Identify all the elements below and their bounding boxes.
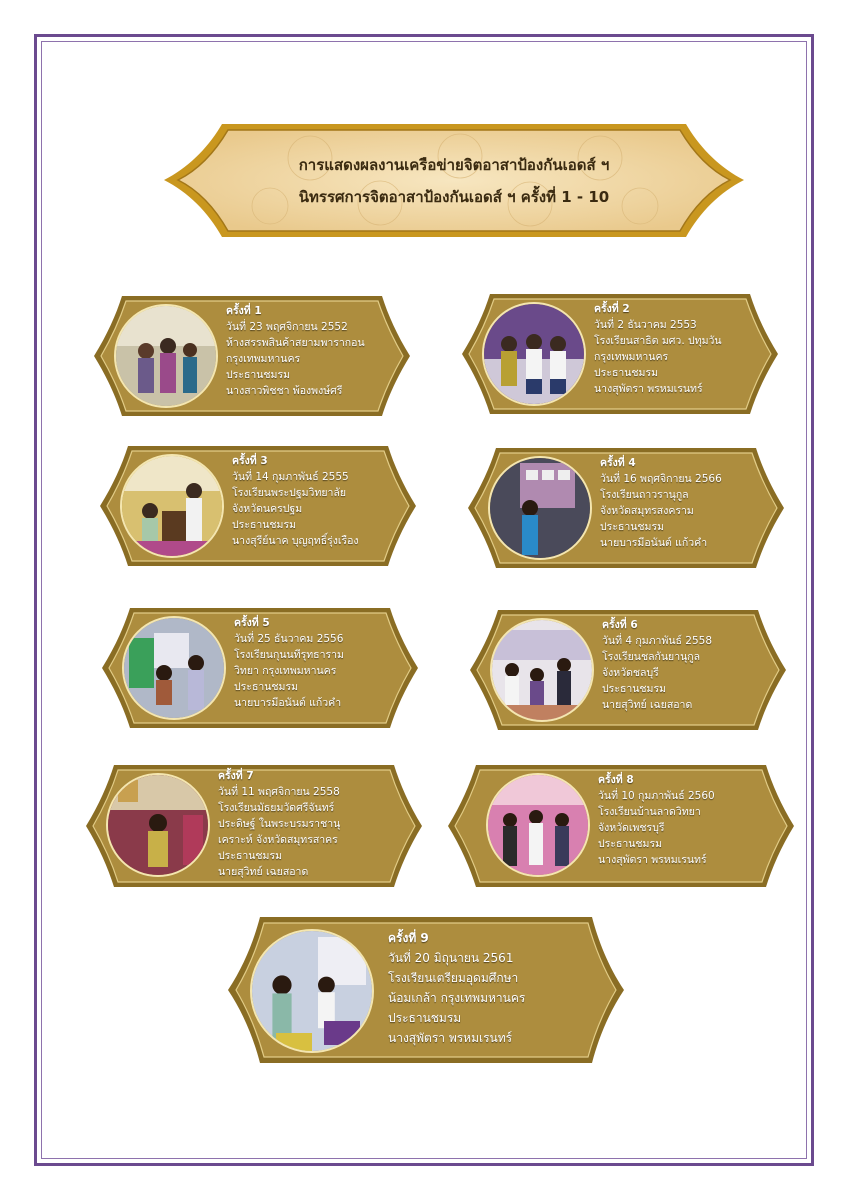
event-venue-line: โรงเรียนสาธิต มศว. ปทุมวัน <box>594 335 722 347</box>
event-card-3 <box>98 443 418 569</box>
event-date: วันที่ 23 พฤศจิกายน 2552 <box>226 321 348 333</box>
event-date: วันที่ 25 ธันวาคม 2556 <box>234 633 344 645</box>
title-banner <box>160 118 748 243</box>
event-venue-line: โรงเรียนพระปฐมวิทยาลัย <box>232 487 346 499</box>
event-photo-9 <box>250 929 374 1053</box>
event-title: ครั้งที่ 4 <box>600 457 636 469</box>
event-photo-7 <box>106 773 210 877</box>
event-photo-3 <box>120 454 224 558</box>
event-person: นางสุพัตรา พรหมเรนทร์ <box>594 383 703 395</box>
event-info-9 <box>388 928 618 1048</box>
event-card-4 <box>466 445 786 571</box>
event-info-1 <box>226 303 404 399</box>
event-venue-line: จังหวัดเพชรบุรี <box>598 822 665 834</box>
event-title: ครั้งที่ 2 <box>594 303 630 315</box>
event-info-4 <box>600 455 778 551</box>
event-photo-8 <box>486 773 590 877</box>
event-person: นายสุวิทย์ เฉยสอาด <box>218 866 309 878</box>
event-venue-line: โรงเรียนถาวรานุกูล <box>600 489 689 501</box>
event-venue-line: โรงเรียนกุนนทีรุทธาราม <box>234 649 344 661</box>
event-date: วันที่ 4 กุมภาพันธ์ 2558 <box>602 635 713 647</box>
event-card-7 <box>84 762 404 890</box>
event-venue-line: วิทยา กรุงเทพมหานคร <box>234 665 337 677</box>
event-title: ครั้งที่ 8 <box>598 774 634 786</box>
event-venue-line: ห้างสรรพสินค้าสยามพารากอน <box>226 337 365 349</box>
event-card-5 <box>100 605 420 731</box>
event-date: วันที่ 2 ธันวาคม 2553 <box>594 319 697 331</box>
event-info-7 <box>218 768 396 880</box>
event-role: ประธานชมรม <box>598 838 663 850</box>
event-info-2 <box>594 301 772 397</box>
event-venue-line: น้อมเกล้า กรุงเทพมหานคร <box>388 991 526 1005</box>
event-info-6 <box>602 617 780 713</box>
event-person: นางสุรีย์นาค บุญฤทธิ์รุ่งเรือง <box>232 535 359 547</box>
event-photo-1 <box>114 304 218 408</box>
event-title: ครั้งที่ 5 <box>234 617 270 629</box>
banner-title-line2: นิทรรศการจิตอาสาป้องกันเอดส์ ฯ ครั้งที่ 1 - 10 <box>298 187 610 206</box>
event-card-2 <box>460 291 780 417</box>
banner-title-line1: การแสดงผลงานเครือข่ายจิตอาสาป้องกันเอดส์ ฯ <box>298 155 610 174</box>
event-title: ครั้งที่ 7 <box>218 770 254 782</box>
event-role: ประธานชมรม <box>218 850 283 862</box>
event-venue-line: จังหวัดสมุทรสงคราม <box>600 505 694 517</box>
event-info-5 <box>234 615 412 711</box>
event-card-6 <box>468 607 788 733</box>
event-role: ประธานชมรม <box>234 681 299 693</box>
event-title: ครั้งที่ 6 <box>602 619 638 631</box>
event-date: วันที่ 20 มิถุนายน 2561 <box>388 951 514 965</box>
event-photo-5 <box>122 616 226 720</box>
event-venue-line: กรุงเทพมหานคร <box>594 351 669 363</box>
event-role: ประธานชมรม <box>602 683 667 695</box>
event-info-8 <box>598 772 788 868</box>
event-date: วันที่ 11 พฤศจิกายน 2558 <box>218 786 340 798</box>
event-venue-line: จังหวัดนครปฐม <box>232 503 303 515</box>
event-role: ประธานชมรม <box>226 369 291 381</box>
event-person: นายบารมีอนันต์ แก้วคำ <box>234 697 342 709</box>
event-title: ครั้งที่ 3 <box>232 455 268 467</box>
event-card-1 <box>92 293 412 419</box>
event-date: วันที่ 16 พฤศจิกายน 2566 <box>600 473 722 485</box>
event-person: นางสุพัตรา พรหมเรนทร์ <box>598 854 707 866</box>
event-venue-line: เคราะห์ จังหวัดสมุทรสาคร <box>218 834 338 846</box>
event-photo-6 <box>490 618 594 722</box>
event-venue-line: กรุงเทพมหานคร <box>226 353 301 365</box>
event-role: ประธานชมรม <box>232 519 297 531</box>
event-photo-4 <box>488 456 592 560</box>
event-venue-line: โรงเรียนชลกันยานุกูล <box>602 651 701 663</box>
event-date: วันที่ 10 กุมภาพันธ์ 2560 <box>598 790 715 802</box>
event-person: นางสาวพิชชา พ้องพงษ์ศรี <box>226 385 343 397</box>
event-venue-line: จังหวัดชลบุรี <box>602 667 659 679</box>
event-venue-line: โรงเรียนมัธยมวัดศรีจันทร์ <box>218 802 335 814</box>
event-info-3 <box>232 453 410 549</box>
event-card-8 <box>446 762 796 890</box>
event-card-9 <box>226 914 626 1066</box>
event-title: ครั้งที่ 9 <box>388 931 429 945</box>
event-title: ครั้งที่ 1 <box>226 305 262 317</box>
event-role: ประธานชมรม <box>600 521 665 533</box>
event-venue-line: โรงเรียนเตรียมอุดมศึกษา <box>388 971 519 985</box>
event-person: นางสุพัตรา พรหมเรนทร์ <box>388 1031 513 1045</box>
event-photo-2 <box>482 302 586 406</box>
event-role: ประธานชมรม <box>388 1011 462 1025</box>
event-venue-line: โรงเรียนบ้านลาดวิทยา <box>598 806 701 818</box>
event-date: วันที่ 14 กุมภาพันธ์ 2555 <box>232 471 349 483</box>
event-venue-line: ประดิษฐ์ ในพระบรมราชานุ <box>218 818 341 830</box>
event-person: นายบารมีอนันต์ แก้วคำ <box>600 537 708 549</box>
event-person: นายสุวิทย์ เฉยสอาด <box>602 699 693 711</box>
event-role: ประธานชมรม <box>594 367 659 379</box>
